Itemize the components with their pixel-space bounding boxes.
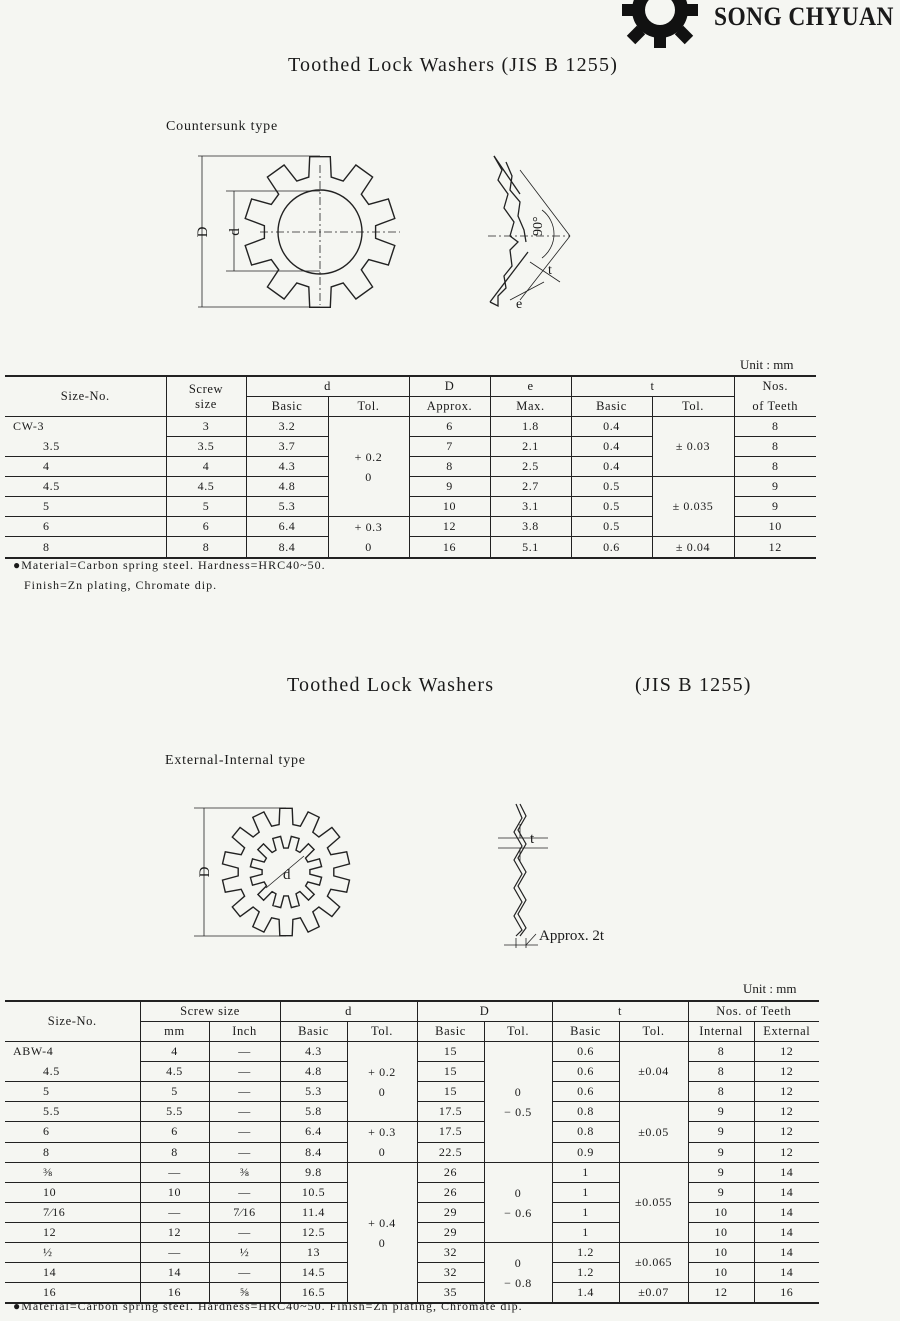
t-tol-cell: ±0.065 (619, 1243, 688, 1283)
d-basic-cell: 8.4 (280, 1142, 347, 1163)
t-basic-cell: 1 (552, 1203, 619, 1223)
d-tol-cell (347, 1122, 417, 1163)
screw-size-cell: 4.5 (166, 477, 246, 497)
t-tol-cell: ±0.05 (619, 1102, 688, 1163)
D-approx-cell: 12 (409, 517, 490, 537)
screw-inch-cell: — (209, 1042, 280, 1062)
teeth-internal-cell: 9 (688, 1163, 754, 1183)
header-of-teeth: of Teeth (734, 397, 816, 417)
D-basic-cell: 29 (417, 1223, 484, 1243)
teeth-external-cell: 12 (754, 1082, 819, 1102)
teeth-cell: 9 (734, 497, 816, 517)
teeth-cell: 8 (734, 437, 816, 457)
screw-inch-cell: — (209, 1122, 280, 1143)
screw-size-cell: 8 (166, 537, 246, 558)
t-basic-cell: 1.2 (552, 1243, 619, 1263)
screw-mm-cell: 12 (140, 1223, 209, 1243)
countersunk-side-diagram (480, 150, 590, 330)
tolerance-lower: − 0.6 (504, 1205, 532, 1220)
tolerance-lower: 0 (378, 1235, 386, 1250)
teeth-external-cell: 14 (754, 1183, 819, 1203)
teeth-external-cell: 12 (754, 1102, 819, 1122)
teeth-external-cell: 16 (754, 1283, 819, 1304)
D-basic-cell: 15 (417, 1062, 484, 1082)
table-row (5, 1042, 819, 1062)
header-screw-size: Screw size (166, 376, 246, 417)
screw-size-cell: 5 (166, 497, 246, 517)
screw-mm-cell: 10 (140, 1183, 209, 1203)
header2-internal: Internal (688, 1022, 754, 1042)
d-basic-cell: 6.4 (246, 517, 328, 537)
t-basic-cell: 0.9 (552, 1142, 619, 1163)
header-D: D (409, 376, 490, 397)
teeth-cell: 10 (734, 517, 816, 537)
diagram-label-t2: t (530, 831, 535, 847)
e-max-cell: 5.1 (490, 537, 571, 558)
teeth-external-cell: 14 (754, 1263, 819, 1283)
tolerance-lower: − 0.5 (504, 1105, 532, 1119)
table-row (5, 1163, 819, 1183)
teeth-cell: 9 (734, 477, 816, 497)
diagram-label-e: e (516, 297, 523, 312)
header2-external: External (754, 1022, 819, 1042)
screw-inch-cell: — (209, 1062, 280, 1082)
t-basic-cell: 0.6 (571, 537, 652, 558)
t-basic-cell: 0.4 (571, 457, 652, 477)
header2-size-no: Size-No. (5, 1001, 140, 1042)
header-t: t (571, 376, 734, 397)
size-no-cell: 4 (5, 457, 166, 477)
teeth-external-cell: 14 (754, 1203, 819, 1223)
screw-inch-cell: — (209, 1102, 280, 1122)
size-no-cell: CW-3 (13, 419, 45, 434)
t-basic-cell: 1 (552, 1183, 619, 1203)
t-basic-cell: 1 (552, 1223, 619, 1243)
screw-mm-cell: — (140, 1203, 209, 1223)
e-max-cell: 2.5 (490, 457, 571, 477)
section1-title: Toothed Lock Washers (JIS B 1255) (288, 54, 619, 76)
screw-mm-cell: 8 (140, 1142, 209, 1163)
diagram-label-t: t (548, 263, 552, 278)
gear-logo-icon (618, 0, 702, 50)
teeth-internal-cell: 10 (688, 1223, 754, 1243)
d-basic-cell: 3.7 (246, 437, 328, 457)
t-tol-cell: ±0.04 (619, 1042, 688, 1102)
teeth-internal-cell: 10 (688, 1203, 754, 1223)
t-basic-cell: 0.4 (571, 437, 652, 457)
screw-size-cell: 4 (166, 457, 246, 477)
t-basic-cell: 0.6 (552, 1082, 619, 1102)
size-no-cell: 4.5 (5, 1062, 140, 1082)
table-row (5, 537, 816, 558)
d-basic-cell: 11.4 (280, 1203, 347, 1223)
teeth-internal-cell: 9 (688, 1142, 754, 1163)
screw-mm-cell: — (140, 1243, 209, 1263)
e-max-cell: 1.8 (490, 417, 571, 437)
t-tol-cell: ± 0.03 (652, 417, 734, 477)
teeth-internal-cell: 9 (688, 1183, 754, 1203)
D-tol-cell (484, 1243, 552, 1304)
t-basic-cell: 0.5 (571, 517, 652, 537)
tolerance-lower: 0 (365, 469, 372, 484)
external-internal-spec-table (5, 1000, 819, 1304)
screw-mm-cell: — (140, 1163, 209, 1183)
d-basic-cell: 4.8 (280, 1062, 347, 1082)
header2-screw-size: Screw size (140, 1001, 280, 1022)
header2-t-basic: Basic (552, 1022, 619, 1042)
teeth-external-cell: 14 (754, 1163, 819, 1183)
header-D-approx: Approx. (409, 397, 490, 417)
size-no-cell: 3.5 (5, 437, 166, 457)
header-size-no: Size-No. (5, 376, 166, 417)
brand-header (618, 0, 900, 44)
tolerance-upper: + 0.3 (368, 1125, 396, 1139)
size-no-cell: ABW-4 (13, 1044, 54, 1059)
header-d-tol: Tol. (328, 397, 409, 417)
t-basic-cell: 0.8 (552, 1122, 619, 1143)
d-tol-cell (328, 417, 409, 517)
D-basic-cell: 26 (417, 1183, 484, 1203)
teeth-cell: 12 (734, 537, 816, 558)
size-no-cell: 8 (5, 537, 166, 558)
tolerance-upper: 0 (514, 1255, 522, 1270)
screw-mm-cell: 4 (140, 1042, 209, 1062)
teeth-internal-cell: 10 (688, 1263, 754, 1283)
t-basic-cell: 1.4 (552, 1283, 619, 1304)
d-basic-cell: 5.8 (280, 1102, 347, 1122)
t-tol-cell: ±0.07 (619, 1283, 688, 1304)
tolerance-upper: + 0.3 (354, 520, 383, 534)
size-no-cell: 6 (5, 1122, 140, 1143)
size-no-cell: 5 (5, 497, 166, 517)
D-approx-cell: 10 (409, 497, 490, 517)
screw-inch-cell: — (209, 1223, 280, 1243)
teeth-internal-cell: 9 (688, 1122, 754, 1143)
d-tol-cell (328, 517, 409, 559)
screw-inch-cell: — (209, 1142, 280, 1163)
header2-t-tol: Tol. (619, 1022, 688, 1042)
diagram-label-d2: d (283, 867, 291, 883)
screw-inch-cell: — (209, 1263, 280, 1283)
d-basic-cell: 16.5 (280, 1283, 347, 1304)
tolerance-lower: 0 (365, 540, 372, 554)
d-basic-cell: 5.3 (280, 1082, 347, 1102)
section2-unit: Unit : mm (743, 981, 797, 996)
external-internal-side-diagram (496, 800, 636, 952)
diagram-label-approx: Approx. 2t (539, 928, 604, 944)
D-tol-cell (484, 1042, 552, 1163)
screw-mm-cell: 5.5 (140, 1102, 209, 1122)
header2-D: D (417, 1001, 552, 1022)
teeth-internal-cell: 12 (688, 1283, 754, 1304)
t-tol-cell: ± 0.035 (652, 477, 734, 537)
section2-title-std: (JIS B 1255) (635, 674, 752, 696)
d-basic-cell: 8.4 (246, 537, 328, 558)
header2-mm: mm (140, 1022, 209, 1042)
size-no-cell: 8 (5, 1142, 140, 1163)
header-e-max: Max. (490, 397, 571, 417)
D-approx-cell: 9 (409, 477, 490, 497)
screw-inch-cell: — (209, 1183, 280, 1203)
section1-finish-note: Finish=Zn plating, Chromate dip. (24, 578, 218, 592)
header2-inch: Inch (209, 1022, 280, 1042)
d-basic-cell: 13 (280, 1243, 347, 1263)
D-basic-cell: 22.5 (417, 1142, 484, 1163)
header2-d: d (280, 1001, 417, 1022)
size-no-cell: 16 (5, 1283, 140, 1304)
teeth-internal-cell: 9 (688, 1102, 754, 1122)
D-approx-cell: 8 (409, 457, 490, 477)
countersunk-front-diagram (190, 145, 420, 315)
section2-title: Toothed Lock Washers (287, 674, 495, 696)
screw-mm-cell: 6 (140, 1122, 209, 1143)
header2-nos-teeth: Nos. of Teeth (688, 1001, 819, 1022)
D-basic-cell: 32 (417, 1243, 484, 1263)
tolerance-upper: 0 (514, 1185, 522, 1200)
section1-unit: Unit : mm (740, 357, 794, 372)
d-basic-cell: 12.5 (280, 1223, 347, 1243)
tolerance-lower: − 0.8 (504, 1275, 532, 1290)
screw-inch-cell: 7⁄16 (209, 1203, 280, 1223)
screw-mm-cell: 4.5 (140, 1062, 209, 1082)
diagram-label-D: D (195, 226, 211, 238)
screw-size-cell: 3 (166, 417, 246, 437)
diagram-label-angle: 90° (531, 216, 546, 236)
teeth-external-cell: 14 (754, 1223, 819, 1243)
d-basic-cell: 4.3 (246, 457, 328, 477)
teeth-external-cell: 12 (754, 1122, 819, 1143)
header2-D-basic: Basic (417, 1022, 484, 1042)
d-basic-cell: 5.3 (246, 497, 328, 517)
teeth-internal-cell: 8 (688, 1082, 754, 1102)
e-max-cell: 2.7 (490, 477, 571, 497)
D-basic-cell: 35 (417, 1283, 484, 1304)
size-no-cell: 7⁄16 (5, 1203, 140, 1223)
section2-material-note: ●Material=Carbon spring steel. Hardness=HRC40~50. Finish=Zn plating, Chromate dip. (13, 1299, 523, 1313)
tolerance-upper: + 0.2 (368, 1064, 396, 1079)
table-row (5, 1122, 819, 1143)
teeth-cell: 8 (734, 457, 816, 477)
table-row (5, 417, 816, 437)
e-max-cell: 2.1 (490, 437, 571, 457)
diagram-label-d: d (227, 228, 243, 236)
t-basic-cell: 0.5 (571, 477, 652, 497)
tolerance-lower: 0 (378, 1145, 386, 1159)
header2-D-tol: Tol. (484, 1022, 552, 1042)
d-basic-cell: 10.5 (280, 1183, 347, 1203)
screw-inch-cell: ⅜ (209, 1163, 280, 1183)
header2-d-tol: Tol. (347, 1022, 417, 1042)
d-basic-cell: 3.2 (246, 417, 328, 437)
header-t-tol: Tol. (652, 397, 734, 417)
teeth-external-cell: 14 (754, 1243, 819, 1263)
D-basic-cell: 15 (417, 1042, 484, 1062)
e-max-cell: 3.8 (490, 517, 571, 537)
D-approx-cell: 7 (409, 437, 490, 457)
size-no-cell: ½ (5, 1243, 140, 1263)
tolerance-upper: 0 (514, 1085, 522, 1099)
countersunk-spec-table (5, 375, 816, 559)
D-tol-cell (484, 1163, 552, 1243)
size-no-cell: 6 (5, 517, 166, 537)
screw-inch-cell: ½ (209, 1243, 280, 1263)
D-basic-cell: 26 (417, 1163, 484, 1183)
tolerance-lower: 0 (378, 1084, 386, 1099)
D-approx-cell: 16 (409, 537, 490, 558)
table-row (5, 477, 816, 497)
teeth-external-cell: 12 (754, 1042, 819, 1062)
diagram-label-D2: D (197, 866, 213, 878)
teeth-internal-cell: 10 (688, 1243, 754, 1263)
D-basic-cell: 29 (417, 1203, 484, 1223)
d-basic-cell: 6.4 (280, 1122, 347, 1143)
teeth-cell: 8 (734, 417, 816, 437)
size-no-cell: 10 (5, 1183, 140, 1203)
screw-inch-cell: ⅝ (209, 1283, 280, 1304)
t-basic-cell: 0.5 (571, 497, 652, 517)
screw-mm-cell: 14 (140, 1263, 209, 1283)
d-basic-cell: 4.3 (280, 1042, 347, 1062)
t-basic-cell: 0.6 (552, 1042, 619, 1062)
brand-name: SONG CHYUAN (714, 2, 894, 31)
D-basic-cell: 15 (417, 1082, 484, 1102)
size-no-cell: 4.5 (5, 477, 166, 497)
size-no-cell: 5 (5, 1082, 140, 1102)
section1-material-note: ●Material=Carbon spring steel. Hardness=HRC40~50. (13, 558, 326, 572)
t-basic-cell: 1 (552, 1163, 619, 1183)
t-basic-cell: 0.8 (552, 1102, 619, 1122)
t-basic-cell: 0.6 (552, 1062, 619, 1082)
external-internal-front-diagram (186, 798, 366, 948)
d-basic-cell: 14.5 (280, 1263, 347, 1283)
size-no-cell: 5.5 (5, 1102, 140, 1122)
header-d: d (246, 376, 409, 397)
tolerance-upper: + 0.2 (354, 449, 383, 464)
size-no-cell: 14 (5, 1263, 140, 1283)
d-basic-cell: 9.8 (280, 1163, 347, 1183)
t-basic-cell: 1.2 (552, 1263, 619, 1283)
section1-subtitle: Countersunk type (166, 119, 278, 134)
screw-size-cell: 6 (166, 517, 246, 537)
screw-mm-cell: 5 (140, 1082, 209, 1102)
t-basic-cell: 0.4 (571, 417, 652, 437)
screw-inch-cell: — (209, 1082, 280, 1102)
teeth-internal-cell: 8 (688, 1062, 754, 1082)
d-basic-cell: 4.8 (246, 477, 328, 497)
D-basic-cell: 17.5 (417, 1122, 484, 1143)
d-tol-cell (347, 1163, 417, 1304)
section2-subtitle: External-Internal type (165, 753, 306, 768)
size-no-cell: ⅜ (5, 1163, 140, 1183)
e-max-cell: 3.1 (490, 497, 571, 517)
D-approx-cell: 6 (409, 417, 490, 437)
header-e: e (490, 376, 571, 397)
D-basic-cell: 17.5 (417, 1102, 484, 1122)
teeth-external-cell: 12 (754, 1062, 819, 1082)
header2-t: t (552, 1001, 688, 1022)
header-nos-teeth: Nos. (734, 376, 816, 397)
tolerance-upper: + 0.4 (368, 1215, 396, 1230)
t-tol-cell: ±0.055 (619, 1163, 688, 1243)
d-tol-cell (347, 1042, 417, 1122)
header-d-basic: Basic (246, 397, 328, 417)
t-tol-cell: ± 0.04 (652, 537, 734, 558)
teeth-internal-cell: 8 (688, 1042, 754, 1062)
teeth-external-cell: 12 (754, 1142, 819, 1163)
screw-size-cell: 3.5 (166, 437, 246, 457)
D-basic-cell: 32 (417, 1263, 484, 1283)
screw-mm-cell: 16 (140, 1283, 209, 1304)
size-no-cell: 12 (5, 1223, 140, 1243)
header-t-basic: Basic (571, 397, 652, 417)
header2-d-basic: Basic (280, 1022, 347, 1042)
